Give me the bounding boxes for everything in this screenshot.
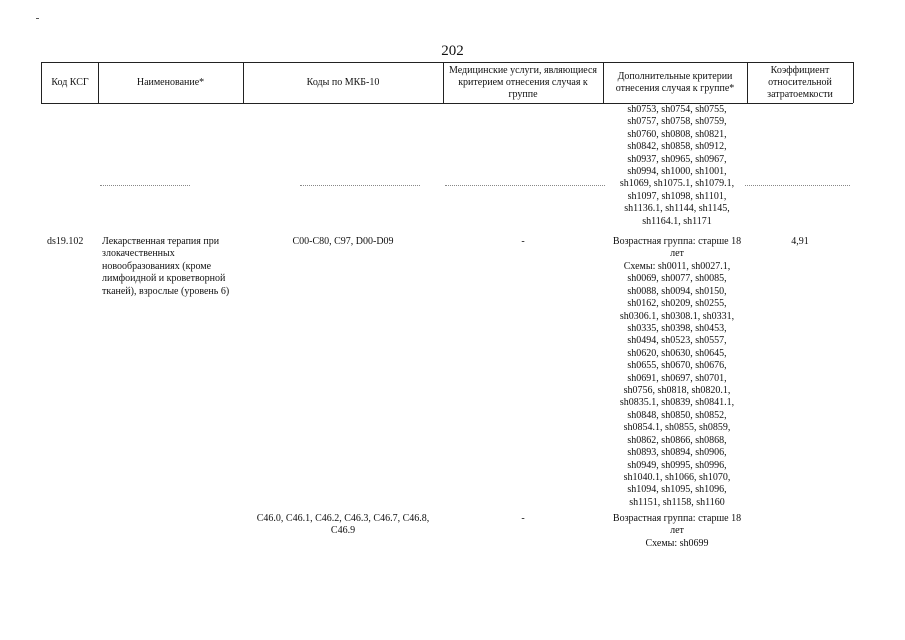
scan-mark: [36, 18, 39, 19]
ksg-name: Лекарственная терапия при злокачественных новообразованиях (кроме лимфоидной и кроветворной тканей), взрослые (уровень 6): [102, 236, 230, 297]
header-services: Медицинские услуги, являющиеся критерием отнесения случая к группе: [448, 64, 598, 100]
icd-codes: C00-C80, C97, D00-D09: [292, 236, 394, 247]
column-divider: [853, 62, 854, 103]
column-divider: [443, 62, 444, 103]
ksg-code: ds19.102: [47, 236, 84, 247]
age-criteria: Возрастная группа: старше 18 лет: [612, 236, 742, 260]
header-name: Наименование*: [136, 76, 205, 88]
scheme-criteria: Схемы: sh0011, sh0027.1, sh0069, sh0077, sh0085, sh0088, sh0094, sh0150, sh0162, sh0209, sh0255, sh0306.1, sh0308.1, sh0331, sh0335, sh0398, sh0453, sh0494, sh0523, sh0557, sh0620, sh0630, sh0645, sh0655, sh0670, sh0676, sh0691, sh0697, sh0701, sh0756, sh0818, sh0820.1, sh0835.1, sh0839, sh0841.1, sh0848, sh0850, sh0852, sh0854.1, sh0855, sh0859, sh0862, sh0866, sh0868, sh0893, sh0894, sh0906, sh0949, sh0995, sh0996, sh1040.1, sh1066, sh1070, sh1094, sh1095, sh1096, sh1151, sh1158, sh1160: [619, 261, 735, 508]
header-criteria: Дополнительные критерии отнесения случая к группе*: [615, 70, 735, 94]
page-number: 202: [441, 43, 464, 59]
row-separator-faint: [100, 185, 190, 187]
header-icd: Коды по МКБ-10: [306, 76, 380, 88]
row-separator-faint: [445, 185, 605, 187]
age-criteria: Возрастная группа: старше 18 лет: [612, 513, 742, 537]
header-code: Код КСГ: [51, 76, 89, 88]
cost-coefficient: 4,91: [791, 236, 809, 247]
medical-services: -: [521, 513, 525, 524]
column-divider: [41, 62, 42, 103]
header-coefficient: Коэффициент относительной затратоемкости: [767, 64, 833, 100]
column-divider: [603, 62, 604, 103]
medical-services: -: [521, 236, 525, 247]
column-divider: [747, 62, 748, 103]
scheme-criteria: Схемы: sh0699: [645, 538, 709, 549]
row-separator-faint: [745, 185, 850, 187]
row-separator-faint: [300, 185, 420, 187]
icd-codes: C46.0, C46.1, C46.2, C46.3, C46.7, C46.8, C46.9: [256, 513, 430, 537]
continuation-criteria: sh0753, sh0754, sh0755, sh0757, sh0758, sh0759, sh0760, sh0808, sh0821, sh0842, sh0858, sh0912, sh0937, sh0965, sh0967, sh0994, sh1000, sh1001, sh1069, sh1075.1, sh1079.1, sh1097, sh1098, sh1101, sh1136.1, sh1144, sh1145, sh1164.1, sh1171: [619, 104, 735, 227]
column-divider: [98, 62, 99, 103]
column-divider: [243, 62, 244, 103]
